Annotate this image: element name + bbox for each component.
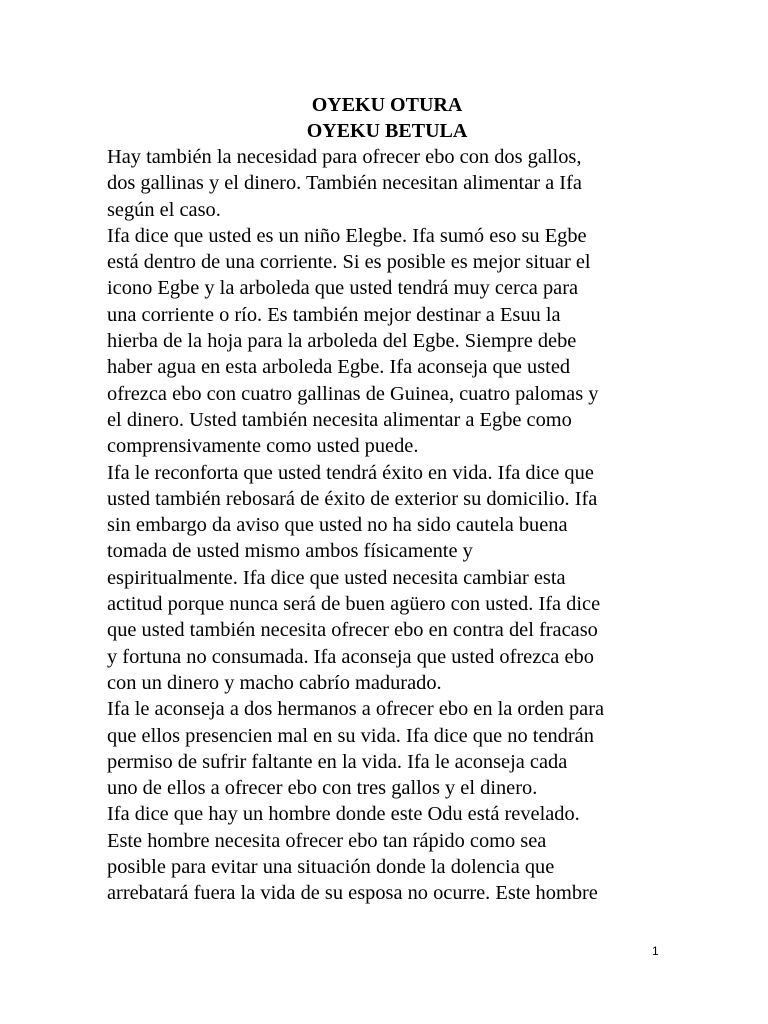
paragraph-4 xyxy=(107,696,667,801)
text-line: posible para evitar una situación donde la dolencia que xyxy=(107,856,555,879)
document-subtitle: OYEKU BETULA xyxy=(306,120,468,142)
text-line: haber agua en esta arboleda Egbe. Ifa aconseja que usted xyxy=(107,356,571,379)
text-line: Ifa dice que usted es un niño Elegbe. Ifa sumó eso su Egbe xyxy=(107,224,587,247)
text-line: icono Egbe y la arboleda que usted tendrá muy cerca para xyxy=(107,277,579,300)
text-line: espiritualmente. Ifa dice que usted necesita cambiar esta xyxy=(107,566,566,589)
text-line: está dentro de una corriente. Si es posible es mejor situar el xyxy=(107,251,591,274)
text-line: el dinero. Usted también necesita alimentar a Egbe como xyxy=(107,408,572,431)
text-line: Ifa le reconforta que usted tendrá éxito en vida. Ifa dice que xyxy=(107,461,594,484)
text-line: sin embargo da aviso que usted no ha sido cautela buena xyxy=(107,514,568,537)
paragraph-2 xyxy=(107,223,667,460)
paragraph-5 xyxy=(107,801,667,906)
document-title: OYEKU OTURA xyxy=(311,94,463,116)
text-line: con un dinero y macho cabrío madurado. xyxy=(107,671,442,694)
text-line: una corriente o río. Es también mejor destinar a Esuu la xyxy=(107,303,561,326)
text-line: Ifa le aconseja a dos hermanos a ofrecer ebo en la orden para xyxy=(107,698,605,721)
text-line: uno de ellos a ofrecer ebo con tres gallos y el dinero. xyxy=(107,777,538,800)
text-line: Ifa dice que hay un hombre donde este Odu está revelado. xyxy=(107,803,580,826)
text-line: y fortuna no consumada. Ifa aconseja que usted ofrezca ebo xyxy=(107,645,594,668)
text-line: ofrezca ebo con cuatro gallinas de Guinea, cuatro palomas y xyxy=(107,382,599,405)
text-line: Hay también la necesidad para ofrecer ebo con dos gallos, xyxy=(107,146,582,168)
page-number: 1 xyxy=(652,944,659,958)
text-line: que usted también necesita ofrecer ebo en contra del fracaso xyxy=(107,619,598,642)
document-page xyxy=(107,92,667,907)
text-line: dos gallinas y el dinero. También necesitan alimentar a Ifa xyxy=(107,172,582,195)
text-line: que ellos presencien mal en su vida. Ifa dice que no tendrán xyxy=(107,724,594,747)
text-line: tomada de usted mismo ambos físicamente y xyxy=(107,540,473,563)
document-body xyxy=(107,144,667,907)
paragraph-3 xyxy=(107,460,667,697)
text-line: Este hombre necesita ofrecer ebo tan rápido como sea xyxy=(107,829,547,852)
paragraph-1 xyxy=(107,144,667,223)
text-line: permiso de sufrir faltante en la vida. Ifa le aconseja cada xyxy=(107,750,568,773)
text-line: según el caso. xyxy=(107,198,221,221)
text-line: arrebatará fuera la vida de su esposa no ocurre. Este hombre xyxy=(107,882,598,905)
text-line: usted también rebosará de éxito de exterior su domicilio. Ifa xyxy=(107,487,598,510)
text-line: comprensivamente como usted puede. xyxy=(107,435,419,458)
text-line: actitud porque nunca será de buen agüero con usted. Ifa dice xyxy=(107,593,601,616)
text-line: hierba de la hoja para la arboleda del Egbe. Siempre debe xyxy=(107,330,577,353)
